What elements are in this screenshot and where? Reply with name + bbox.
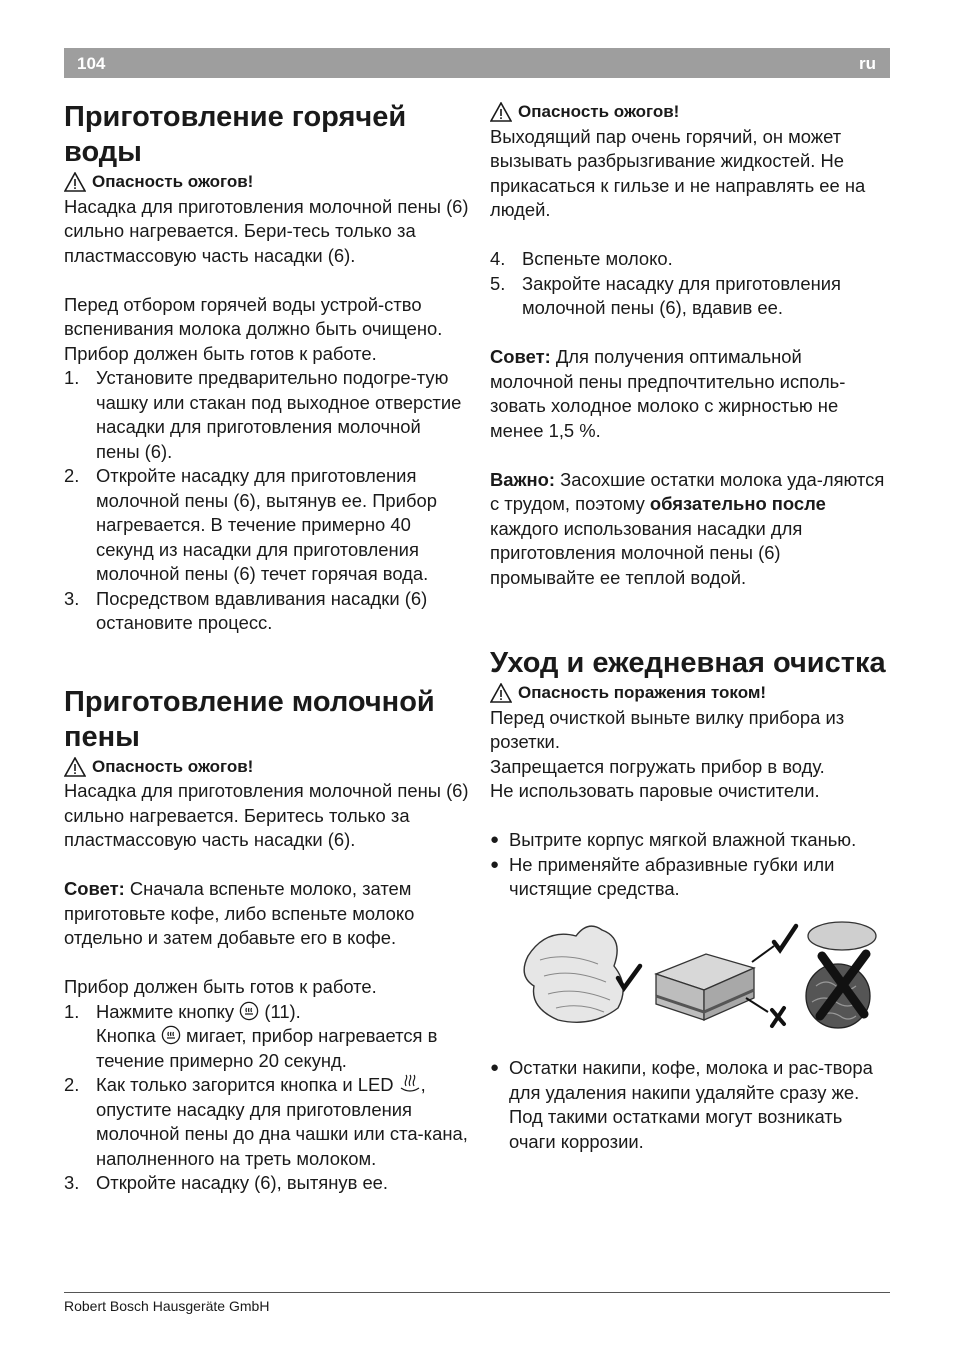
list-item: ● Остатки накипи, кофе, молока и рас-твора для удаления накипи удаляйте сразу же. Под такими остатками могут возникать очаги коррозии. <box>490 1057 873 1152</box>
list-item: 4. Вспеньте молоко. <box>490 248 673 269</box>
page-header-bar <box>64 48 890 78</box>
warning-label: Опасность ожогов! <box>518 102 680 121</box>
list-item: 1. Установите предварительно подогре-тую чашку или стакан под выходное отверстие насадки для приготовления молочной пены (6). <box>64 367 462 462</box>
section-title-milk-foam: Приготовление молочной пены <box>64 685 435 753</box>
tip-paragraph: Совет: Для получения оптимальной молочной пены предпочтительно исполь-зовать холодное молоко с жирностью не менее 1,5 %. <box>490 346 846 441</box>
paragraph: Прибор должен быть готов к работе. <box>64 976 377 997</box>
paragraph: Насадка для приготовления молочной пены (6) сильно нагревается. Беритесь только за пластмассовую часть насадки (6). <box>64 780 469 850</box>
corrosion-bullet <box>490 1056 890 1154</box>
warning-triangle-icon <box>490 683 512 703</box>
list-item: 3. Посредством вдавливания насадки (6) остановите процесс. <box>64 587 428 633</box>
list-item: ● Не применяйте абразивные губки или чистящие средства. <box>490 853 835 899</box>
electric-shock-warning <box>490 681 890 706</box>
steam-led-icon <box>399 1074 421 1094</box>
right-column <box>490 100 890 1154</box>
list-item: 3. Откройте насадку (6), вытянув ее. <box>64 1172 389 1193</box>
paragraph: Перед отбором горячей воды устрой-ство вспенивания молока должно быть очищено. <box>64 293 443 339</box>
sponge-icon <box>656 954 754 1020</box>
tip-paragraph: Совет: Сначала вспеньте молоко, затем приготовьте кофе, либо вспеньте молоко отдельно и затем добавьте его в кофе. <box>64 878 415 948</box>
arrow-icon <box>752 946 774 962</box>
warning-label: Опасность поражения током! <box>518 683 767 702</box>
steps-list-hot-water <box>64 366 469 636</box>
checkmark-icon <box>774 926 796 950</box>
warning-triangle-icon <box>64 757 86 777</box>
cleaning-bullets <box>490 828 890 902</box>
paragraph: Насадка для приготовления молочной пены (6) сильно нагревается. Бери-тесь только за пластмассовую часть насадки (6). <box>64 195 469 266</box>
cross-icon <box>772 1008 784 1026</box>
burn-warning <box>64 755 469 780</box>
steam-button-icon <box>239 1001 259 1021</box>
left-column <box>64 100 469 1196</box>
paragraph: Не использовать паровые очистители. <box>490 780 820 801</box>
list-item: 1. Нажмите кнопку (11). Кнопка мигает, прибор нагревается в течение примерно 20 секунд. <box>64 1000 438 1071</box>
section-title-hot-water: Приготовление горячей воды <box>64 101 407 168</box>
paragraph: Запрещается погружать прибор в воду. <box>490 755 825 777</box>
cleaning-materials-illustration <box>506 916 886 1036</box>
footer-divider <box>64 1292 890 1293</box>
paragraph: Прибор должен быть готов к работе. <box>64 342 377 364</box>
steam-button-icon <box>161 1025 181 1045</box>
arrow-icon <box>746 998 768 1012</box>
important-paragraph: Важно: Засохшие остатки молока уда-ляются с трудом, поэтому обязательно после каждого использования насадки для приготовления молочной пены (6) промывайте ее теплой водой. <box>490 468 885 588</box>
burn-warning <box>64 170 469 195</box>
list-item: 5. Закройте насадку для приготовления молочной пены (6), вдавив ее. <box>490 272 842 318</box>
paragraph: Выходящий пар очень горячий, он может вызывать разбрызгивание жидкостей. Не прикасаться к гильзе и не направлять ее на людей. <box>490 125 866 220</box>
language-code: ru <box>859 54 876 73</box>
steps-list-milk-foam <box>64 1000 469 1196</box>
steps-list-continued <box>490 247 890 321</box>
list-item: 2. Как только загорится кнопка и LED , опустите насадку для приготовления молочной пены до дна чашки или ста-кана, наполненного на треть молоком. <box>64 1074 468 1169</box>
warning-triangle-icon <box>490 102 512 122</box>
footer-company: Robert Bosch Hausgeräte GmbH <box>64 1298 270 1314</box>
section-title-care-cleaning: Уход и ежедневная очистка <box>490 647 886 679</box>
page-number: 104 <box>77 54 106 73</box>
warning-label: Опасность ожогов! <box>92 756 254 776</box>
warning-triangle-icon <box>64 172 86 192</box>
soft-cloth-icon <box>524 926 623 1022</box>
paragraph: Перед очисткой выньте вилку прибора из розетки. <box>490 706 845 752</box>
list-item: 2. Откройте насадку для приготовления молочной пены (6), вытянув ее. Прибор нагревается. В течение примерно 40 секунд из насадки для приготовления молочной пены (6) течет горячая вода. <box>64 465 437 584</box>
burn-warning <box>490 100 890 125</box>
warning-label: Опасность ожогов! <box>92 172 254 191</box>
list-item: ● Вытрите корпус мягкой влажной тканью. <box>490 829 857 850</box>
